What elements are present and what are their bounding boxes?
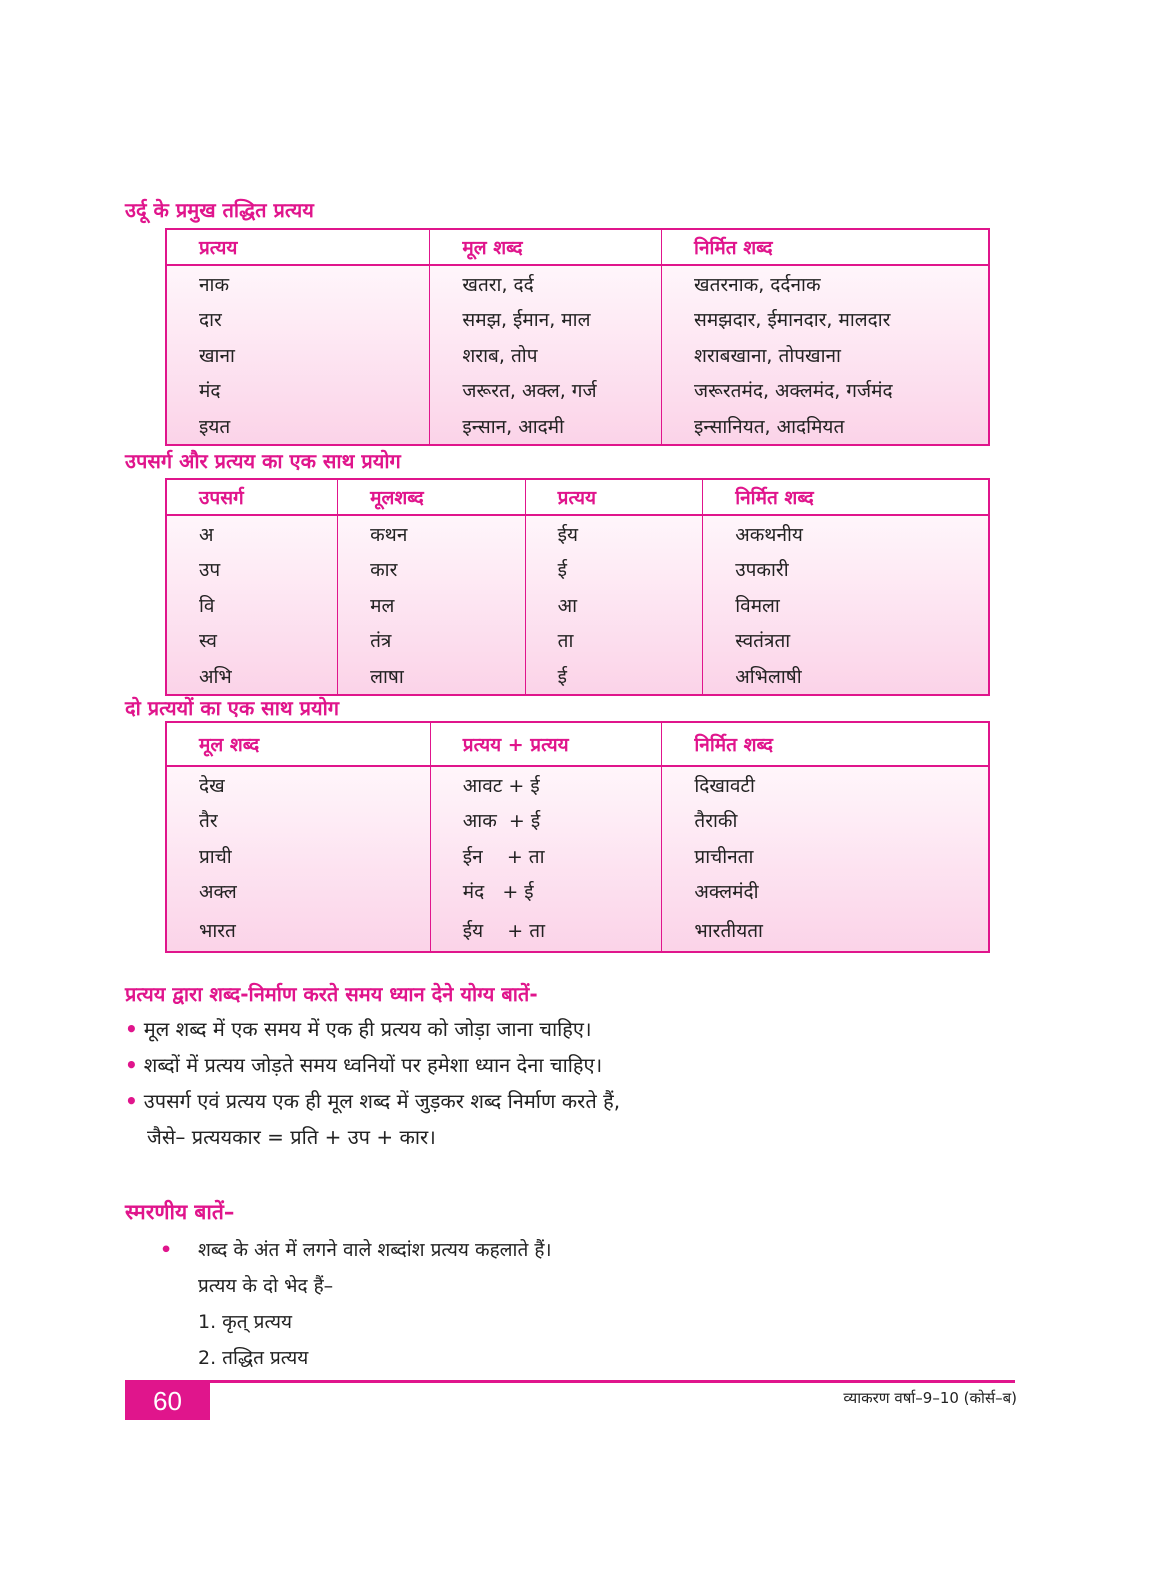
table-cell: स्व	[166, 623, 338, 659]
column-header: निर्मित शब्द	[662, 722, 989, 766]
table-row	[166, 803, 989, 839]
table-row	[166, 373, 989, 409]
note-text: मूल शब्द में एक समय में एक ही प्रत्यय को जोड़ा जाना चाहिए।	[143, 1017, 592, 1041]
table-cell: मल	[338, 587, 526, 623]
list-item	[125, 1015, 1025, 1051]
notes-title: प्रत्यय द्वारा शब्द-निर्माण करते समय ध्यान देने योग्य बातें-	[125, 982, 538, 1006]
column-header: मूल शब्द	[166, 722, 430, 766]
column-header: निर्मित शब्द	[662, 229, 989, 265]
table-cell: अक्लमंदी	[694, 881, 759, 904]
table-cell: शराबखाना, तोपखाना	[694, 344, 841, 367]
bullet-icon: •	[160, 1239, 173, 1261]
urdu-suffix-table	[165, 228, 990, 446]
table-row	[166, 623, 989, 659]
list-item	[125, 1051, 1025, 1087]
table-row	[166, 265, 989, 302]
table-row	[166, 515, 989, 552]
suffix-type-item: 2. तद्धित प्रत्यय	[198, 1347, 309, 1369]
table-cell: दिखावटी	[694, 774, 755, 797]
table-cell: तैराकी	[694, 810, 738, 833]
column-header: उपसर्ग	[166, 479, 338, 515]
table-cell: समझदार, ईमानदार, मालदार	[694, 309, 891, 332]
table-cell: प्राचीनता	[694, 845, 754, 868]
table-cell: जरूरत, अक्ल, गर्ज	[430, 373, 662, 409]
suffix-type-item: 1. कृत् प्रत्यय	[198, 1311, 292, 1333]
column-header: मूल शब्द	[430, 229, 662, 265]
page-number: 60	[125, 1380, 210, 1420]
table-cell: शराब, तोप	[430, 337, 662, 373]
bullet-icon: •	[125, 1089, 138, 1113]
table-cell: भारतीयता	[694, 920, 763, 942]
table-cell: आवट + ई	[430, 766, 662, 803]
table-cell: वि	[166, 587, 338, 623]
table-row	[166, 552, 989, 588]
table-cell: दार	[166, 302, 430, 338]
table-cell: भारत	[166, 909, 430, 952]
table-cell: ईय + ता	[430, 909, 662, 952]
table-row	[166, 874, 989, 910]
table-cell: तैर	[166, 803, 430, 839]
table-cell: खतरनाक, दर्दनाक	[694, 273, 821, 296]
table-cell: खाना	[166, 337, 430, 373]
table-row	[166, 587, 989, 623]
table-row	[166, 408, 989, 445]
note-text: शब्दों में प्रत्यय जोड़ते समय ध्वनियों पर हमेशा ध्यान देना चाहिए।	[143, 1053, 603, 1077]
table-cell: ईन + ता	[430, 838, 662, 874]
column-header: निर्मित शब्द	[703, 479, 989, 515]
table-row	[166, 909, 989, 952]
note-example: जैसे– प्रत्ययकार = प्रति + उप + कार।	[147, 1125, 436, 1149]
table-cell: अकथनीय	[735, 523, 803, 546]
table-cell: कथन	[338, 515, 526, 552]
note-text: उपसर्ग एवं प्रत्यय एक ही मूल शब्द में जुड़कर शब्द निर्माण करते हैं,	[143, 1089, 621, 1113]
bullet-icon: •	[125, 1053, 138, 1077]
column-header: प्रत्यय	[525, 479, 703, 515]
book-title: व्याकरण वर्षा–9–10 (कोर्स–ब)	[843, 1389, 1017, 1407]
table-cell: आ	[525, 587, 703, 623]
table-cell: इन्सान, आदमी	[430, 408, 662, 445]
table-row	[166, 766, 989, 803]
remember-title: स्मरणीय बातें–	[125, 1200, 235, 1224]
table-cell: अ	[166, 515, 338, 552]
table-cell: ईय	[525, 515, 703, 552]
table-cell: स्वतंत्रता	[735, 630, 791, 653]
column-header: प्रत्यय + प्रत्यय	[430, 722, 662, 766]
notes-list	[125, 1015, 1025, 1159]
table-header-row	[166, 722, 989, 766]
table-cell: अभि	[166, 658, 338, 695]
table-cell: प्राची	[166, 838, 430, 874]
table-cell: ई	[525, 658, 703, 695]
table-header-row	[166, 229, 989, 265]
table-cell: ई	[525, 552, 703, 588]
table-cell: खतरा, दर्द	[430, 265, 662, 302]
bullet-icon: •	[125, 1017, 138, 1041]
footer-divider	[210, 1380, 1015, 1383]
column-header: प्रत्यय	[166, 229, 430, 265]
list-item	[160, 1236, 552, 1272]
two-suffix-table	[165, 721, 990, 953]
remember-list	[160, 1236, 552, 1380]
table-cell: नाक	[166, 265, 430, 302]
table-cell: लाषा	[338, 658, 526, 695]
section-title-prefix-suffix: उपसर्ग और प्रत्यय का एक साथ प्रयोग	[125, 449, 401, 473]
table-cell: ता	[525, 623, 703, 659]
table-row	[166, 838, 989, 874]
column-header: मूलशब्द	[338, 479, 526, 515]
table-cell: इयत	[166, 408, 430, 445]
table-cell: अक्ल	[166, 874, 430, 910]
section-title-urdu-suffixes: उर्दू के प्रमुख तद्धित प्रत्यय	[125, 198, 314, 222]
list-item	[125, 1087, 1025, 1123]
table-cell: तंत्र	[338, 623, 526, 659]
table-cell: मंद	[166, 373, 430, 409]
remember-subtext: प्रत्यय के दो भेद हैं–	[198, 1275, 334, 1297]
table-cell: विमला	[735, 594, 780, 617]
table-row	[166, 658, 989, 695]
table-cell: कार	[338, 552, 526, 588]
table-cell: उप	[166, 552, 338, 588]
table-cell: मंद + ई	[430, 874, 662, 910]
table-cell: उपकारी	[735, 559, 789, 582]
table-row	[166, 337, 989, 373]
table-cell: जरूरतमंद, अक्लमंद, गर्जमंद	[694, 380, 893, 403]
section-title-two-suffixes: दो प्रत्ययों का एक साथ प्रयोग	[125, 696, 340, 720]
table-cell: आक + ई	[430, 803, 662, 839]
remember-text: शब्द के अंत में लगने वाले शब्दांश प्रत्यय कहलाते हैं।	[198, 1239, 552, 1261]
table-cell: देख	[166, 766, 430, 803]
table-header-row	[166, 479, 989, 515]
table-cell: इन्सानियत, आदमियत	[694, 415, 845, 438]
prefix-suffix-table	[165, 478, 990, 696]
table-cell: अभिलाषी	[735, 665, 802, 688]
table-cell: समझ, ईमान, माल	[430, 302, 662, 338]
table-row	[166, 302, 989, 338]
